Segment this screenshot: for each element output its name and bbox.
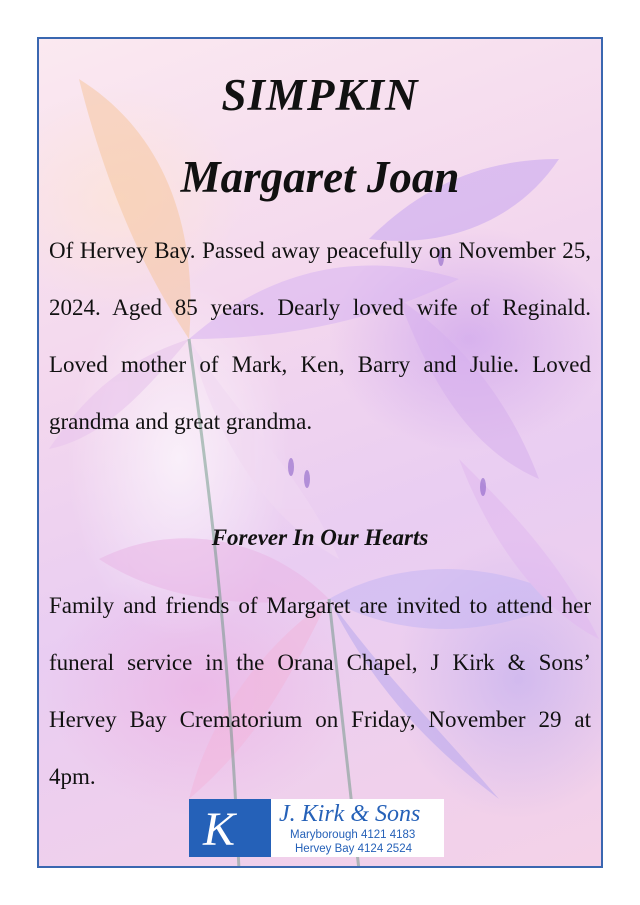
memorial-motto: Forever In Our Hearts (211, 525, 429, 550)
notice-paragraph-death: Of Hervey Bay. Passed away peacefully on November 25, 2024. Aged 85 years. Dearly loved wife of Reginald. Loved mother of Mark, Ken, Barry and Julie. Loved grandma and great grandma. (49, 238, 591, 434)
deceased-surname: SIMPKIN (221, 70, 419, 120)
funeral-director-name: J. Kirk & Sons (279, 801, 421, 827)
phone-maryborough: Maryborough 4121 4183 (290, 829, 416, 841)
deceased-given-names: Margaret Joan (180, 152, 460, 202)
monogram-letter: K (203, 803, 236, 856)
notice-paragraph-funeral: Family and friends of Margaret are invited to attend her funeral service in the Orana Chapel, J Kirk & Sons’ Hervey Bay Crematorium on Friday, November 29 at 4pm. (49, 593, 591, 789)
phone-hervey-bay: Hervey Bay 4124 2524 (295, 843, 412, 855)
funeral-director-logo (189, 799, 444, 857)
kirk-monogram-logo (189, 799, 271, 857)
notice-frame (37, 37, 603, 868)
